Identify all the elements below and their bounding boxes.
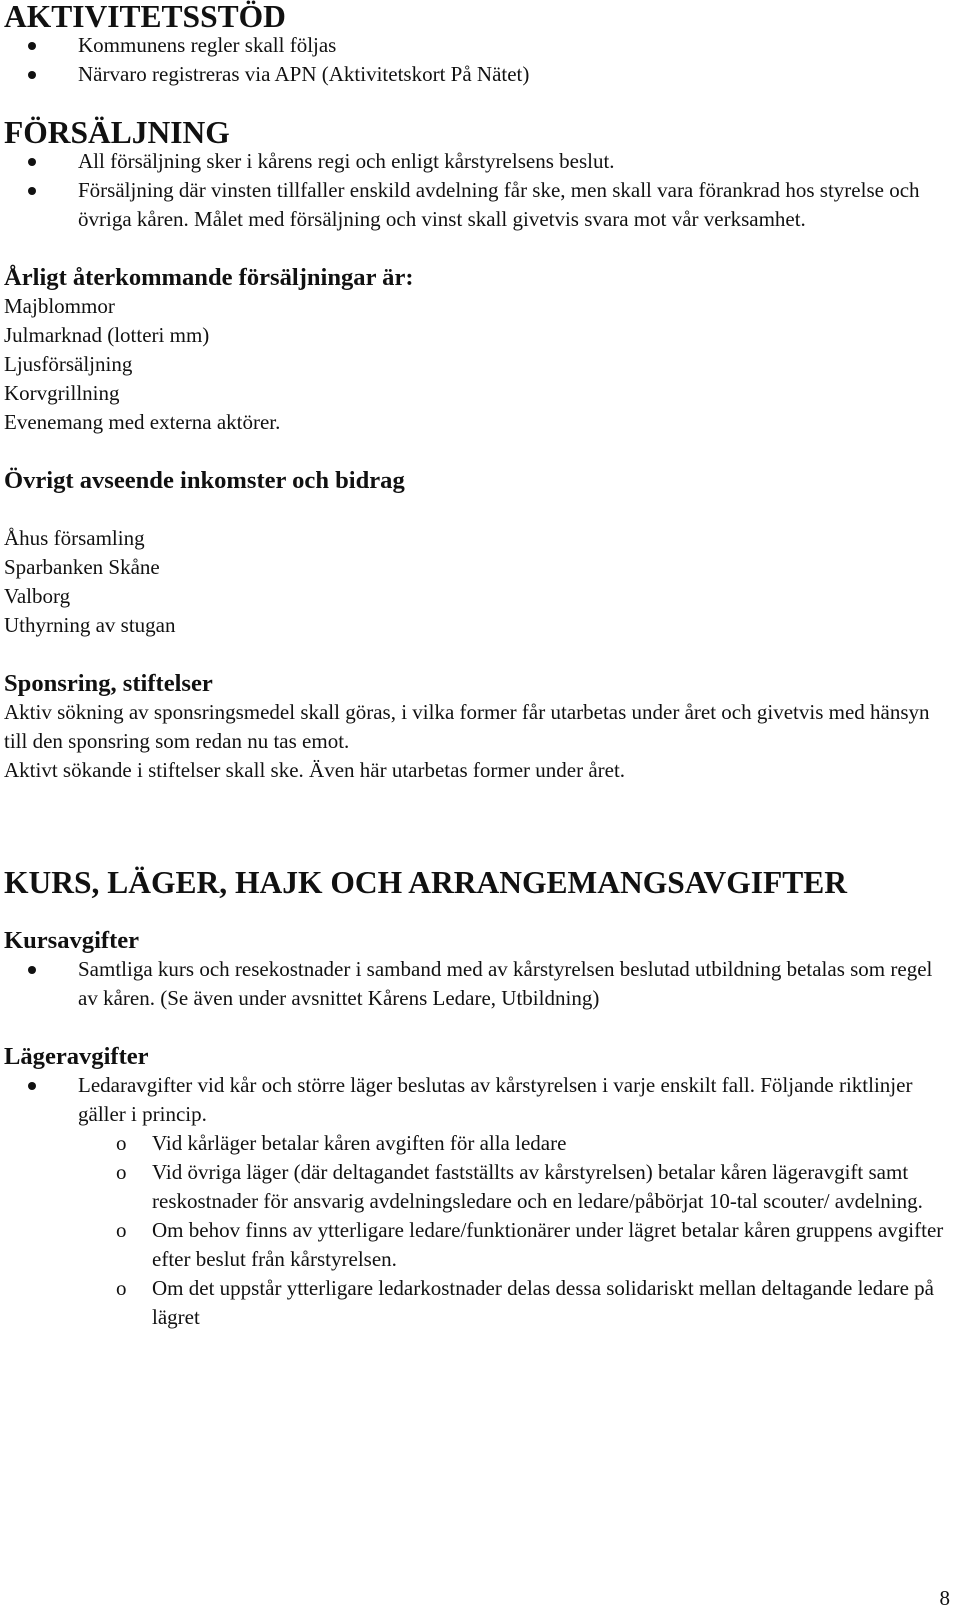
document-page	[4, 2, 944, 1332]
heading-ovrigt: Övrigt avseende inkomster och bidrag	[4, 467, 405, 494]
circle-bullet-icon: o	[116, 1218, 127, 1242]
list-item: Samtliga kurs och resekostnader i samband med av kårstyrelsen beslutad utbildning betalas som regel av kåren. (Se även under avsnittet Kårens Ledare, Utbildning)	[4, 955, 944, 1013]
sublist-item	[4, 1129, 944, 1158]
heading-kurs: KURS, LÄGER, HAJK OCH ARRANGEMANGSAVGIFTER	[4, 865, 848, 900]
sublist-item	[4, 1158, 944, 1216]
heading-sponsring: Sponsring, stiftelser	[4, 670, 213, 697]
text-line: Sparbanken Skåne	[4, 555, 160, 579]
heading-arligt: Årligt återkommande försäljningar är:	[4, 264, 414, 291]
sublist-item	[4, 1216, 944, 1274]
sublist-item-text: Vid kårläger betalar kåren avgiften för alla ledare	[152, 1131, 567, 1155]
sublist-item-text: Om det uppstår ytterligare ledarkostnader delas dessa solidariskt mellan deltagande ledare på lägret	[152, 1276, 934, 1329]
text-line: Evenemang med externa aktörer.	[4, 410, 281, 434]
paragraph: Aktiv sökning av sponsringsmedel skall göras, i vilka former får utarbetas under året och givetvis med hänsyn till den sponsring som redan nu tas emot.	[4, 700, 930, 753]
list-item	[4, 1071, 944, 1332]
list-item: All försäljning sker i kårens regi och enligt kårstyrelsens beslut.	[4, 147, 944, 176]
text-line: Valborg	[4, 584, 71, 608]
text-line: Julmarknad (lotteri mm)	[4, 323, 210, 347]
list-item: Kommunens regler skall följas	[4, 31, 944, 60]
heading-forsaljning: FÖRSÄLJNING	[4, 115, 230, 150]
circle-bullet-icon: o	[116, 1276, 127, 1300]
list-lageravgifter	[4, 1071, 944, 1332]
sublist-item-text: Vid övriga läger (där deltagandet fastställts av kårstyrelsen) betalar kåren lägeravgift samt reskostnader för ansvarig avdelningsledare och en ledare/påbörjat 10-tal scouter/ avdelning.	[152, 1160, 923, 1213]
text-line: Korvgrillning	[4, 381, 120, 405]
list-item-text: Ledaravgifter vid kår och större läger beslutas av kårstyrelsen i varje enskilt fall. Följande riktlinjer gäller i princip.	[78, 1073, 913, 1126]
circle-bullet-icon: o	[116, 1160, 127, 1184]
heading-kursavgifter: Kursavgifter	[4, 927, 140, 954]
list-item: Försäljning där vinsten tillfaller enskild avdelning får ske, men skall vara förankrad hos styrelse och övriga kåren. Målet med försäljning och vinst skall givetvis svara mot vår verksamhet.	[4, 176, 944, 234]
page-number: 8	[939, 1586, 950, 1610]
paragraph: Aktivt sökande i stiftelser skall ske. Även här utarbetas former under året.	[4, 758, 626, 782]
text-line: Majblommor	[4, 294, 115, 318]
text-line: Åhus församling	[4, 526, 145, 550]
text-line: Ljusförsäljning	[4, 352, 133, 376]
list-forsaljning	[4, 147, 944, 234]
list-kursavgifter	[4, 955, 944, 1013]
list-item: Närvaro registreras via APN (Aktivitetskort På Nätet)	[4, 60, 944, 89]
circle-bullet-icon: o	[116, 1131, 127, 1155]
list-aktivitetsstod	[4, 31, 944, 89]
text-line: Uthyrning av stugan	[4, 613, 176, 637]
heading-aktivitetsstod: AKTIVITETSSTÖD	[4, 0, 286, 34]
sublist-item	[4, 1274, 944, 1332]
heading-lageravgifter: Lägeravgifter	[4, 1043, 149, 1070]
sublist-item-text: Om behov finns av ytterligare ledare/funktionärer under lägret betalar kåren gruppens avgifter efter beslut från kårstyrelsen.	[152, 1218, 944, 1271]
sublist-lageravgifter	[4, 1129, 944, 1332]
